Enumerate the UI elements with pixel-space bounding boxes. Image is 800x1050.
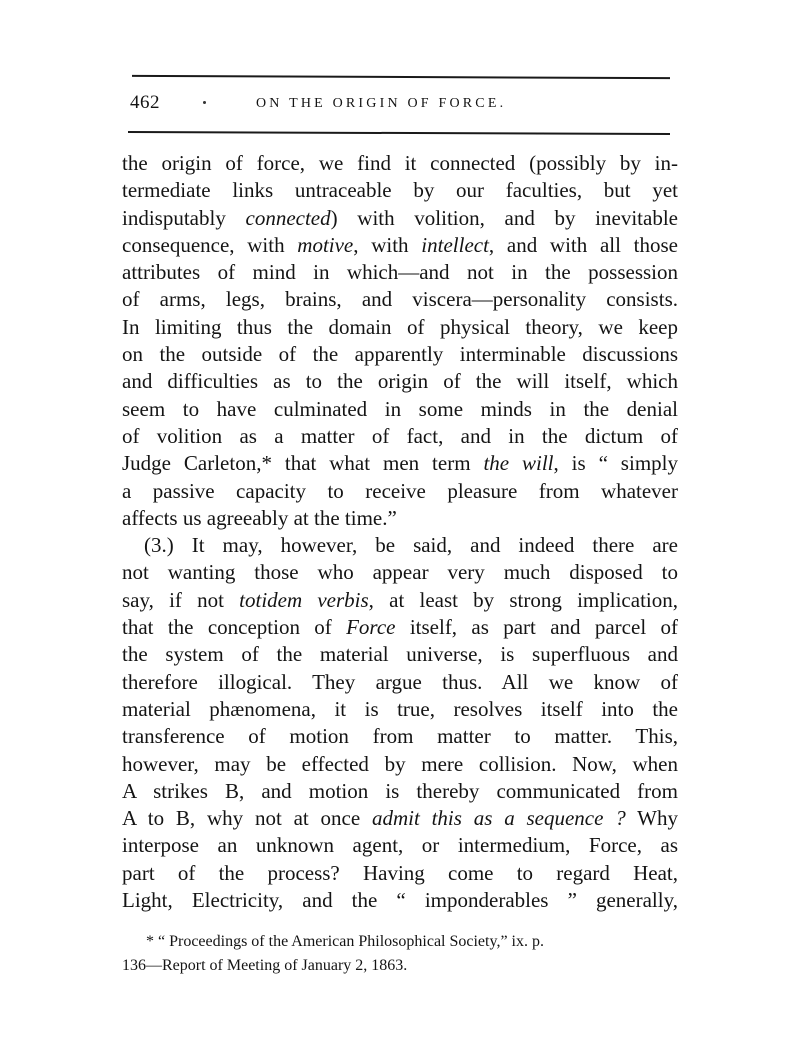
text-line — [122, 341, 678, 368]
italic-text: Force — [346, 615, 396, 640]
italic-text: intellect — [421, 232, 489, 257]
text-line — [122, 505, 678, 532]
text-line — [122, 587, 678, 614]
text-line — [122, 696, 678, 723]
text-segment: therefore illogical. They argue thus. All we know of — [122, 669, 678, 694]
text-segment: A to B, why not at once — [122, 806, 372, 831]
text-segment: seem to have culminated in some minds in the denial — [122, 396, 678, 421]
italic-text: totidem verbis — [239, 587, 369, 612]
italic-text: the will — [483, 451, 554, 476]
text-segment: Judge Carleton,* that what men term — [122, 451, 484, 476]
text-line — [122, 478, 678, 505]
text-line — [122, 259, 678, 286]
text-line — [122, 368, 678, 395]
text-segment: say, if not — [122, 587, 240, 612]
text-segment: the origin of force, we find it connected (possibly by in- — [122, 151, 678, 175]
text-line — [122, 286, 678, 313]
text-segment: Why — [625, 806, 678, 831]
text-segment: itself, as part and parcel of — [395, 615, 678, 640]
text-segment: attributes of mind in which—and not in the possession — [122, 260, 678, 285]
text-segment: of arms, legs, brains, and viscera—personality consists. — [122, 287, 678, 312]
text-segment: indisputably — [122, 205, 246, 230]
text-segment: ) with volition, and by inevitable — [330, 205, 678, 230]
text-segment: and difficulties as to the origin of the will itself, which — [122, 369, 678, 394]
text-line — [122, 205, 678, 232]
text-line — [122, 150, 678, 177]
footnote-line: * “ Proceedings of the American Philosophical Society,” ix. p. — [146, 933, 544, 950]
text-line — [122, 559, 678, 586]
footnote — [122, 930, 678, 978]
text-line — [122, 669, 678, 696]
body-text — [122, 150, 678, 914]
text-segment: , is “ simply — [553, 451, 678, 476]
text-segment: however, may be effected by mere collision. Now, when — [122, 751, 678, 776]
text-segment: part of the process? Having come to regard Heat, — [122, 860, 678, 885]
text-segment: the system of the material universe, is superfluous and — [122, 642, 678, 667]
text-line — [122, 832, 678, 859]
text-segment: transference of motion from matter to matter. This, — [122, 724, 678, 749]
text-line — [122, 232, 678, 259]
text-segment: that the conception of — [122, 615, 347, 640]
header-rule-top — [132, 75, 670, 79]
italic-text: admit this as a sequence ? — [371, 806, 626, 831]
text-segment: consequence, with — [122, 232, 298, 257]
text-segment: material phænomena, it is true, resolves itself into the — [122, 696, 678, 721]
text-line — [122, 532, 678, 559]
text-segment: a passive capacity to receive pleasure from whatever — [122, 478, 678, 503]
text-line — [122, 423, 678, 450]
text-line — [122, 778, 678, 805]
text-line — [122, 751, 678, 778]
text-line — [122, 396, 678, 423]
header-dot — [203, 101, 206, 104]
text-line — [122, 450, 678, 477]
text-segment: , at least by strong implication, — [368, 587, 678, 612]
text-segment: , with — [353, 232, 422, 257]
text-segment: A strikes B, and motion is thereby communicated from — [122, 778, 678, 803]
text-line — [122, 314, 678, 341]
text-segment: In limiting thus the domain of physical theory, we keep — [122, 314, 678, 339]
italic-text: connected — [245, 205, 331, 230]
text-segment: Light, Electricity, and the “ imponderables ” generally, — [122, 888, 678, 913]
text-segment: (3.) It may, however, be said, and indeed there are — [144, 533, 678, 558]
text-segment: on the outside of the apparently interminable discussions — [122, 342, 678, 367]
text-segment: not wanting those who appear very much disposed to — [122, 560, 678, 585]
text-line — [122, 723, 678, 750]
text-line — [122, 614, 678, 641]
text-line — [122, 860, 678, 887]
text-line — [122, 177, 678, 204]
text-line — [122, 887, 678, 914]
text-segment: interpose an unknown agent, or intermedium, Force, as — [122, 833, 678, 858]
italic-text: motive — [297, 232, 354, 257]
text-segment: , and with all those — [488, 232, 678, 257]
page-number: 462 — [130, 92, 160, 113]
text-segment: of volition as a matter of fact, and in the dictum of — [122, 423, 678, 448]
header-rule-bottom — [128, 131, 670, 135]
running-head: ON THE ORIGIN OF FORCE. — [256, 96, 507, 111]
text-segment: affects us agreeably at the time.” — [122, 505, 397, 530]
footnote-line: 136—Report of Meeting of January 2, 1863. — [122, 957, 408, 974]
text-line — [122, 805, 678, 832]
text-line — [122, 641, 678, 668]
text-segment: termediate links untraceable by our faculties, but yet — [122, 178, 678, 203]
